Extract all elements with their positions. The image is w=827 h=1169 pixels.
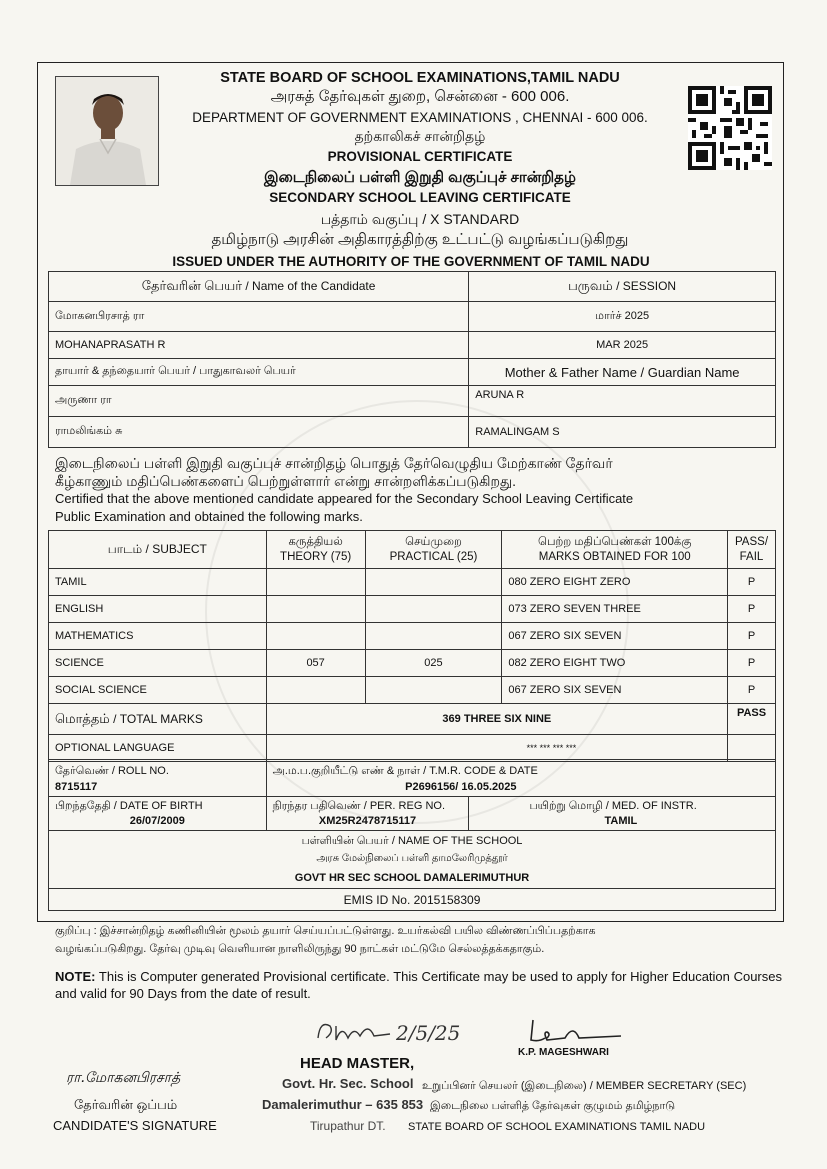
session-header: பருவம் / SESSION xyxy=(469,272,776,302)
certify-ta-line1: இடைநிலைப் பள்ளி இறுதி வகுப்புச் சான்றிதழ் பொதுத் தேர்வெழுதிய மேற்காண் தேர்வர் xyxy=(55,455,613,471)
table-row xyxy=(49,623,776,650)
obtained-mark: 082 ZERO EIGHT TWO xyxy=(502,650,728,677)
parent-label-ta: தாயார் & தந்தையார் பெயர் / பாதுகாவலர் பெயர் xyxy=(49,359,469,386)
optional-language-label: OPTIONAL LANGUAGE xyxy=(49,735,267,762)
theory-mark: 057 xyxy=(266,650,365,677)
obtained-mark: 067 ZERO SIX SEVEN xyxy=(502,623,728,650)
authority-en: ISSUED UNDER THE AUTHORITY OF THE GOVERNMENT OF TAMIL NADU xyxy=(172,254,650,269)
result: P xyxy=(728,677,776,704)
table-row xyxy=(49,677,776,704)
subject-name: MATHEMATICS xyxy=(49,623,267,650)
note-en xyxy=(55,968,782,1002)
total-value: 369 THREE SIX NINE xyxy=(266,704,727,735)
note-ta-line1: குறிப்பு : இச்சான்றிதழ் கணினியின் மூலம் தயார் செய்யப்பட்டுள்ளது. உயர்கல்வி பயில விண்ணப்பிப்பதற்காக xyxy=(55,925,596,937)
roll-no-cell xyxy=(49,760,267,797)
board-title-ta: அரசுத் தேர்வுகள் துறை, சென்னை - 600 006. xyxy=(270,88,570,105)
practical-mark xyxy=(365,596,502,623)
result: P xyxy=(728,650,776,677)
certify-en-line1: Certified that the above mentioned candidate appeared for the Secondary School Leaving Certificate xyxy=(55,491,634,506)
school-name-ta: அரசு மேல்நிலைப் பள்ளி தாமலேரிமுத்தூர் xyxy=(316,852,508,864)
headmaster-signature xyxy=(312,1014,512,1050)
candidate-handwritten-signature: ரா.மோகனபிரசாத் xyxy=(66,1070,181,1086)
roll-no-value: 8715117 xyxy=(55,781,98,793)
dob-label: பிறந்ததேதி / DATE OF BIRTH xyxy=(55,800,203,812)
stamp-line2: Govt. Hr. Sec. School xyxy=(282,1076,414,1091)
subject-name: ENGLISH xyxy=(49,596,267,623)
theory-mark xyxy=(266,623,365,650)
candidate-name-ta: மோகனபிரசாத் ரா xyxy=(49,302,469,332)
optional-language-result xyxy=(728,735,776,762)
mother-name-en: ARUNA R xyxy=(469,386,776,417)
subject-name: TAMIL xyxy=(49,569,267,596)
note-ta-line2: வழங்கப்படுகிறது. தேர்வு முடிவு வெளியான நாளிலிருந்து 90 நாட்கள் மட்டுமே செல்லத்தக்கதாகும். xyxy=(55,943,545,955)
result: P xyxy=(728,623,776,650)
note-body: This is Computer generated Provisional certificate. This Certificate may be used to apply for Higher Education Courses and valid for 90 Days from the date of result. xyxy=(55,969,782,1001)
session-en: MAR 2025 xyxy=(469,332,776,359)
practical-mark xyxy=(365,677,502,704)
total-label: மொத்தம் / TOTAL MARKS xyxy=(49,704,267,735)
candidate-name-en: MOHANAPRASATH R xyxy=(49,332,469,359)
sslc-title-ta: இடைநிலைப் பள்ளி இறுதி வகுப்புச் சான்றிதழ் xyxy=(264,169,576,186)
secretary-signature xyxy=(525,1016,625,1046)
table-row xyxy=(49,596,776,623)
stamp-line3: Damalerimuthur – 635 853 xyxy=(262,1097,424,1112)
table-row xyxy=(49,650,776,677)
candidate-signature-label-ta: தேர்வரின் ஒப்பம் xyxy=(74,1097,178,1112)
name-header: தேர்வரின் பெயர் / Name of the Candidate xyxy=(49,272,469,302)
obtained-mark: 080 ZERO EIGHT ZERO xyxy=(502,569,728,596)
tmr-value: P2696156/ 16.05.2025 xyxy=(405,781,517,793)
subject-name: SOCIAL SCIENCE xyxy=(49,677,267,704)
practical-header: செய்முறை PRACTICAL (25) xyxy=(365,531,502,569)
obtained-header: பெற்ற மதிப்பெண்கள் 100க்கு MARKS OBTAINED FOR 100 xyxy=(502,531,728,569)
certify-en-line2: Public Examination and obtained the following marks. xyxy=(55,509,363,524)
result: P xyxy=(728,569,776,596)
theory-mark xyxy=(266,677,365,704)
total-result: PASS xyxy=(728,704,776,735)
school-name-en: GOVT HR SEC SCHOOL DAMALERIMUTHUR xyxy=(294,871,530,884)
secretary-line3: STATE BOARD OF SCHOOL EXAMINATIONS TAMIL NADU xyxy=(408,1121,706,1133)
secretary-name: K.P. MAGESHWARI xyxy=(518,1047,609,1058)
subject-name: SCIENCE xyxy=(49,650,267,677)
roll-no-label: தேர்வெண் / ROLL NO. xyxy=(55,765,169,777)
medium-label: பயிற்று மொழி / MED. OF INSTR. xyxy=(529,800,697,812)
candidate-signature-label-en: CANDIDATE'S SIGNATURE xyxy=(53,1118,217,1133)
provisional-title-en: PROVISIONAL CERTIFICATE xyxy=(327,149,513,164)
candidate-table xyxy=(48,271,776,448)
practical-mark xyxy=(365,569,502,596)
theory-mark xyxy=(266,569,365,596)
dob-value: 26/07/2009 xyxy=(129,815,185,827)
dob-cell xyxy=(49,797,267,831)
obtained-mark: 067 ZERO SIX SEVEN xyxy=(502,677,728,704)
school-label: பள்ளியின் பெயர் / NAME OF THE SCHOOL xyxy=(301,834,523,847)
stamp-line4: Tirupathur DT. xyxy=(310,1119,386,1133)
reg-no-value: XM25R2478715117 xyxy=(318,815,417,827)
medium-cell xyxy=(469,797,776,831)
emis-id: EMIS ID No. 2015158309 xyxy=(49,889,776,911)
table-row xyxy=(49,569,776,596)
note-heading: NOTE: xyxy=(55,969,96,984)
theory-mark xyxy=(266,596,365,623)
father-name-en: RAMALINGAM S xyxy=(469,417,776,448)
parent-label-en: Mother & Father Name / Guardian Name xyxy=(469,359,776,386)
father-name-ta: ராமலிங்கம் சு xyxy=(49,417,469,448)
result: P xyxy=(728,596,776,623)
medium-value: TAMIL xyxy=(604,815,638,827)
secretary-line1: உறுப்பினர் செயலர் (இடைநிலை) / MEMBER SECRETARY (SEC) xyxy=(422,1080,747,1092)
reg-no-label: நிரந்தர பதிவெண் / PER. REG NO. xyxy=(272,800,445,812)
authority-ta: தமிழ்நாடு அரசின் அதிகாரத்திற்கு உட்பட்டு வழங்கப்படுகிறது xyxy=(211,231,629,248)
reg-no-cell xyxy=(266,797,469,831)
standard-label: பத்தாம் வகுப்பு / X STANDARD xyxy=(320,211,520,227)
theory-header: கருத்தியல் THEORY (75) xyxy=(266,531,365,569)
subject-header: பாடம் / SUBJECT xyxy=(49,531,267,569)
provisional-title-ta: தற்காலிகச் சான்றிதழ் xyxy=(354,128,486,144)
tmr-label: அ.ம.ப.குறியீட்டு எண் & நாள் / T.M.R. CODE & DATE xyxy=(272,765,538,777)
board-title-en: STATE BOARD OF SCHOOL EXAMINATIONS,TAMIL NADU xyxy=(220,70,620,86)
marks-table xyxy=(48,530,776,762)
sslc-title-en: SECONDARY SCHOOL LEAVING CERTIFICATE xyxy=(269,190,571,205)
practical-mark: 025 xyxy=(365,650,502,677)
stamp-line1: HEAD MASTER, xyxy=(300,1055,415,1072)
secretary-line2: இடைநிலை பள்ளித் தேர்வுகள் குழுமம் தமிழ்நாடு xyxy=(430,1100,676,1112)
optional-language-value: *** *** *** *** xyxy=(266,735,727,762)
practical-mark xyxy=(365,623,502,650)
candidate-photo xyxy=(55,76,159,186)
department-title: DEPARTMENT OF GOVERNMENT EXAMINATIONS , CHENNAI - 600 006. xyxy=(192,110,648,125)
obtained-mark: 073 ZERO SEVEN THREE xyxy=(502,596,728,623)
tmr-cell xyxy=(266,760,775,797)
school-cell xyxy=(49,831,776,889)
pass-fail-header: PASS/ FAIL xyxy=(728,531,776,569)
session-ta: மார்ச் 2025 xyxy=(469,302,776,332)
details-table xyxy=(48,759,776,911)
headmaster-scribble: 2/5/25 xyxy=(396,1021,461,1045)
certify-ta-line2: கீழ்காணும் மதிப்பெண்களைப் பெற்றுள்ளார் என்று சான்றளிக்கப்படுகிறது. xyxy=(55,473,517,489)
qr-code xyxy=(688,86,772,170)
mother-name-ta: அருணா ரா xyxy=(49,386,469,417)
